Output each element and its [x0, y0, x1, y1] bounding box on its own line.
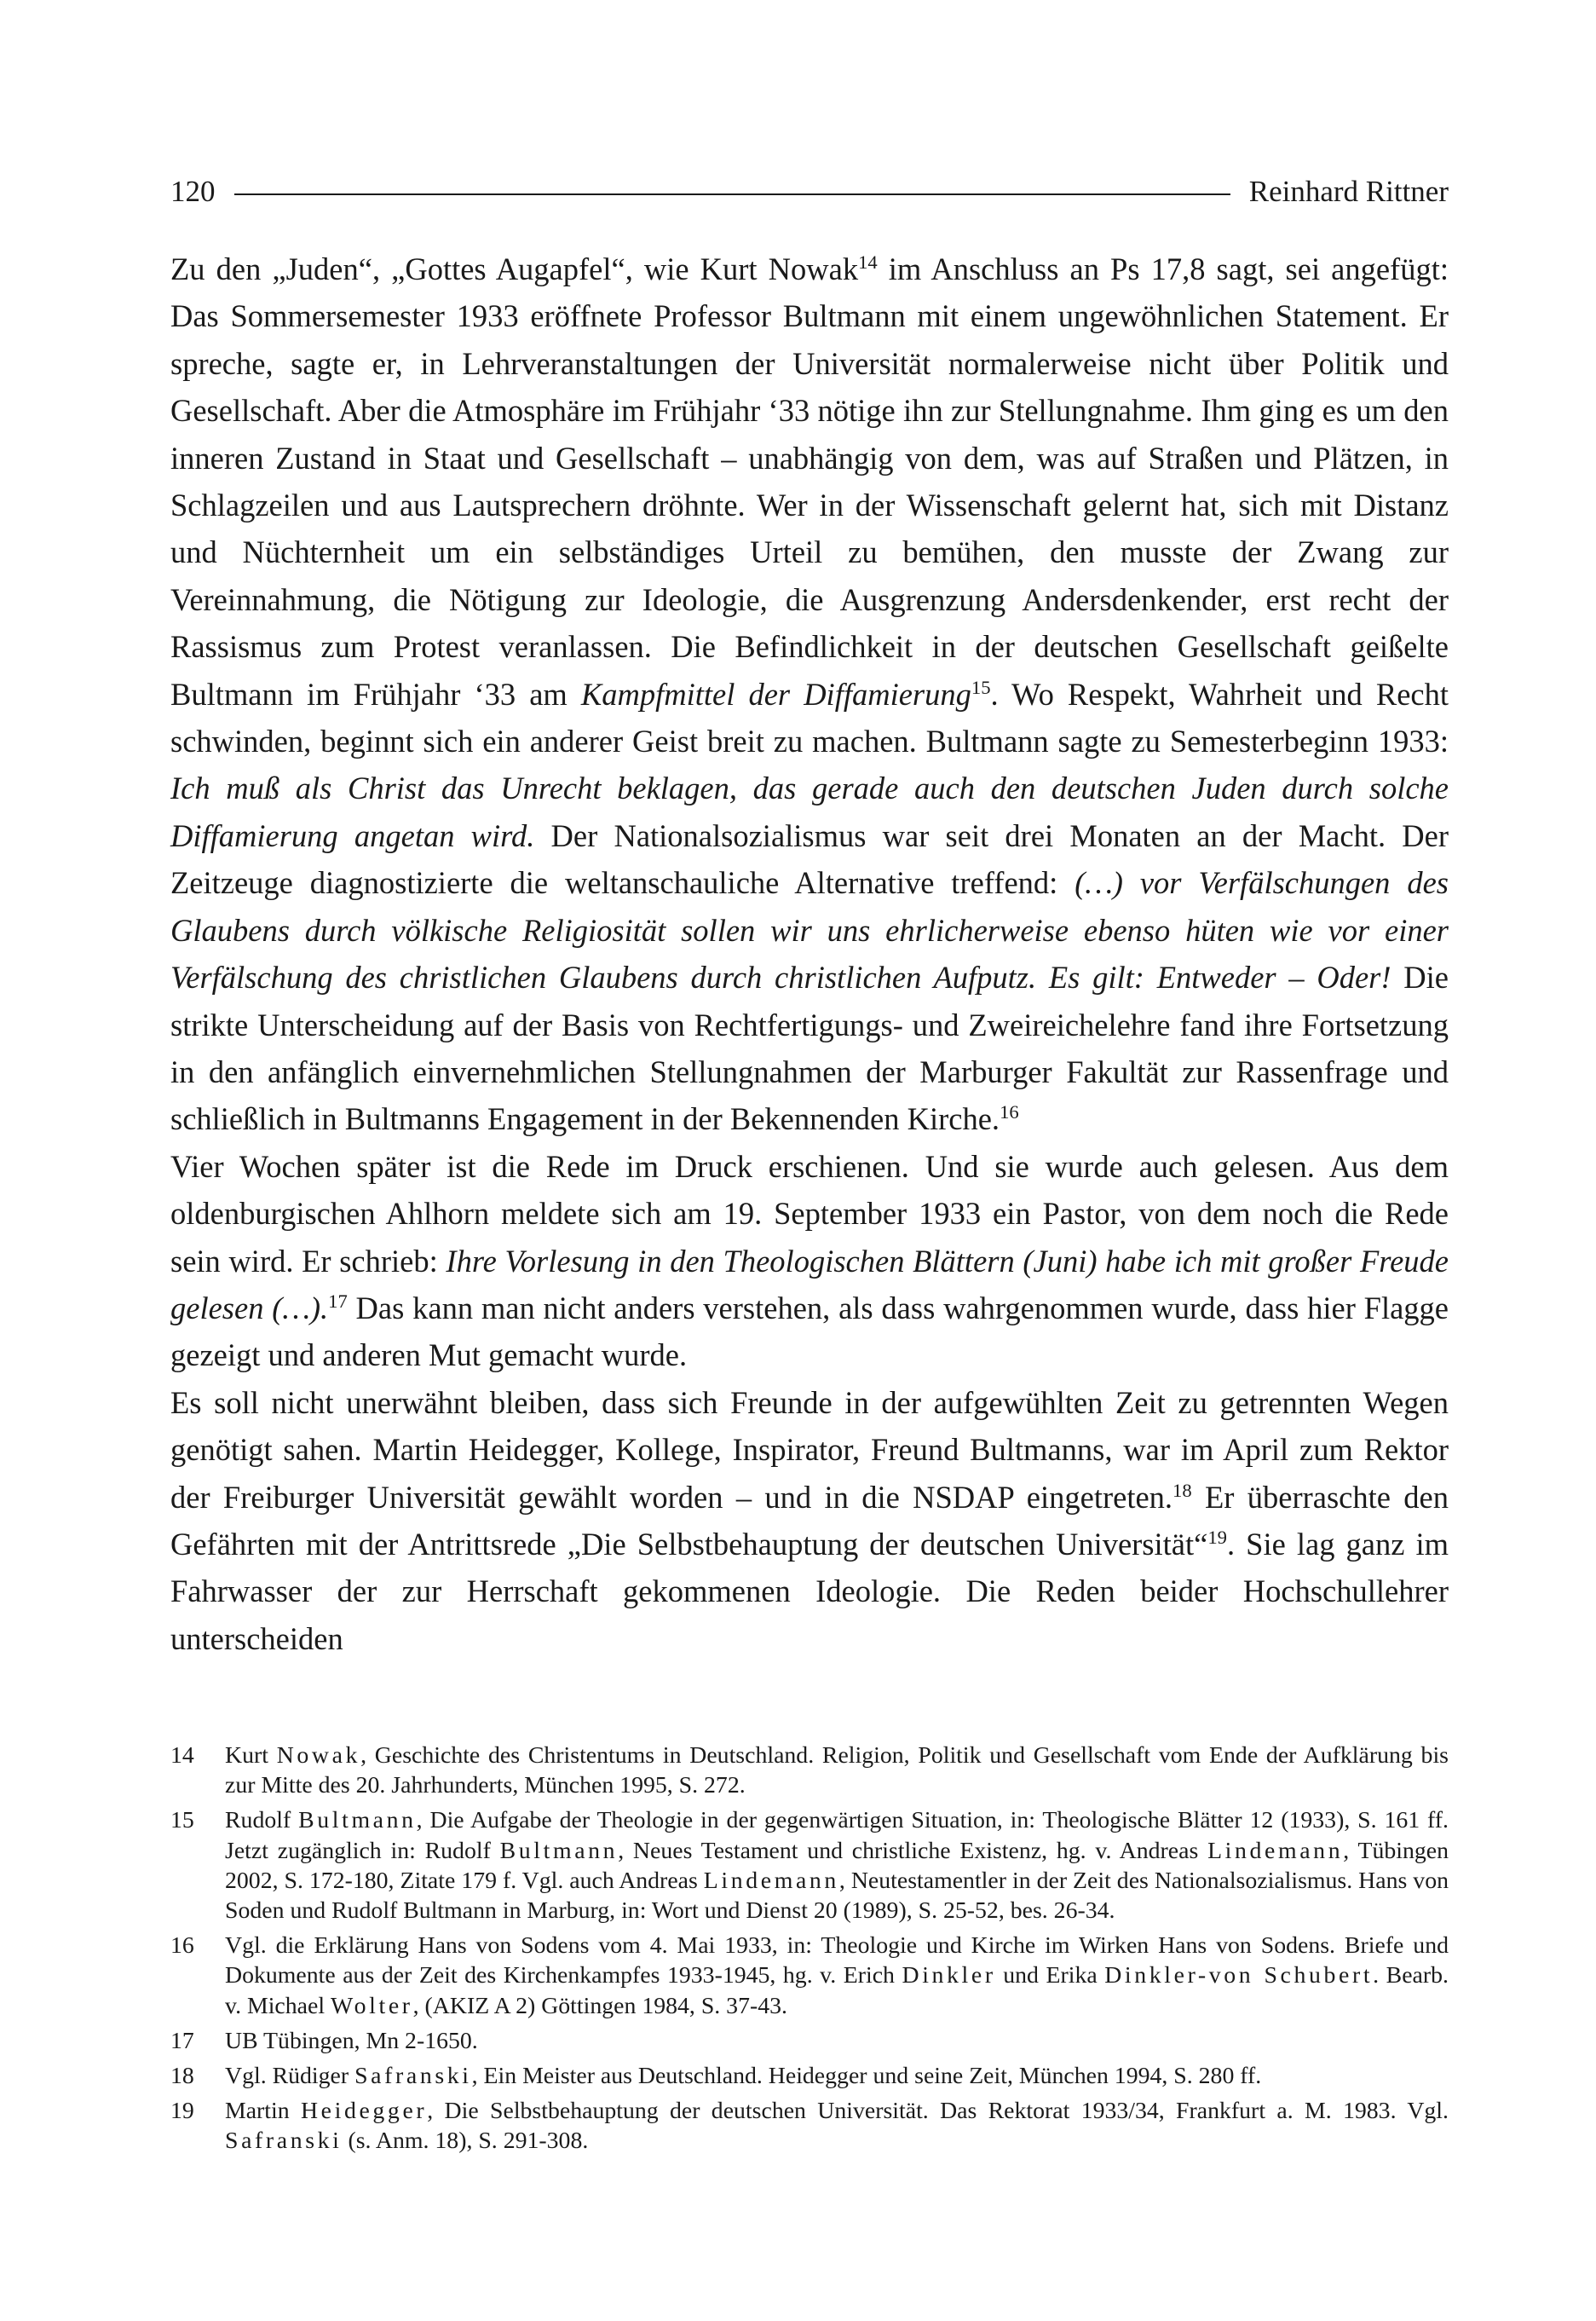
footnote-text: [225, 2096, 1449, 2156]
footnote-ref: 18: [1173, 1479, 1192, 1501]
footnote-ref: 16: [1000, 1101, 1019, 1123]
text-run: und Erika: [995, 1962, 1105, 1989]
text-run: . Sie lag ganz im Fahrwasser der zur Herrschaft gekommenen Ideologie. Die Reden beider Hochschullehrer unterscheiden: [170, 1526, 1449, 1656]
text-run: Vgl. Rüdiger: [225, 2063, 355, 2090]
footnote: [170, 2061, 1449, 2091]
header-rule: [234, 193, 1230, 195]
running-head: Reinhard Rittner: [1248, 175, 1449, 208]
text-run: . Bearb. v. Michael: [225, 1962, 1449, 2019]
text-run: Er überraschte den Gefährten mit der Antrittsrede „Die Selbstbehauptung der deutschen Universität“: [170, 1479, 1449, 1562]
author-name: Dinkler-von Schubert: [1104, 1962, 1374, 1989]
footnote-number: 16: [170, 1932, 194, 1960]
text-run: , Neues Testament und christliche Existenz, hg. v. Andreas: [618, 1837, 1208, 1864]
text-run: Vier Wochen später ist die Rede im Druck erschienen. Und sie wurde auch gelesen. Aus dem oldenburgischen Ahlhorn meldete sich am 19. September 1933 ein Pastor, von dem noch die Rede sein wird. Er schrieb:: [170, 1148, 1449, 1279]
text-run: , Neutestamentler in der Zeit des Nationalsozialismus. Hans von Soden und Rudolf Bultmann in Marburg, in: Wort und Dienst 20 (1989), S. 25-52, bes. 26-34.: [225, 1867, 1449, 1925]
footnote: [170, 1805, 1449, 1926]
footnote-number: 14: [170, 1742, 194, 1769]
paragraph: [170, 245, 1449, 1143]
footnote-text: [225, 2026, 1449, 2056]
text-run: Das kann man nicht anders verstehen, als dass wahrgenommen wurde, dass hier Flagge gezeigt und anderen Mut gemacht wurde.: [170, 1290, 1449, 1373]
author-name: Safranski: [225, 2128, 343, 2155]
text-run: Martin: [225, 2098, 301, 2125]
text-run: UB Tübingen, Mn 2-1650.: [225, 2027, 478, 2054]
author-name: Safranski: [354, 2063, 472, 2090]
text-run: im Anschluss an Ps 17,8 sagt, sei angefügt: Das Sommersemester 1933 eröffnete Professor Bultmann mit einem ungewöhnlichen Statement. Er spreche, sagte er, in Lehrveranstaltungen der Universität normalerweise nicht über Politik und Gesellschaft. Aber die Atmosphäre im Frühjahr ‘33 nötige ihn zur Stellungnahme. Ihm ging es um den inneren Zustand in Staat und Gesellschaft – unabhängig von dem, was auf Straßen und Plätzen, in Schlagzeilen und aus Lautsprechern dröhnte. Wer in der Wissenschaft gelernt hat, sich mit Distanz und Nüchternheit um ein selbständiges Urteil zu bemühen, den musste der Zwang zur Vereinnahmung, die Nötigung zur Ideologie, die Ausgrenzung Andersdenkender, erst recht der Rassismus zum Protest veranlassen. Die Befindlichkeit in der deutschen Gesellschaft geißelte Bultmann im Frühjahr ‘33 am: [170, 251, 1449, 712]
text-run: Kurt: [225, 1742, 277, 1769]
footnote: [170, 1931, 1449, 2021]
footnote: [170, 1741, 1449, 1800]
footnote-ref: 19: [1207, 1526, 1227, 1548]
text-run: , Die Selbstbehauptung der deutschen Universität. Das Rektorat 1933/34, Frankfurt a. M. 1983. Vgl.: [427, 2098, 1449, 2125]
author-name: Nowak: [276, 1742, 361, 1769]
italic-quote: Kampfmittel der Diffamierung: [580, 676, 971, 712]
footnote: [170, 2026, 1449, 2056]
text-run: Es soll nicht unerwähnt bleiben, dass sich Freunde in der aufgewühlten Zeit zu getrennten Wegen genötigt sahen. Martin Heidegger, Kollege, Inspirator, Freund Bultmanns, war im April zum Rektor der Freiburger Universität gewählt worden – und in die NSDAP eingetreten.: [170, 1384, 1449, 1515]
author-name: Heidegger: [300, 2098, 428, 2125]
footnote-text: [225, 2061, 1449, 2091]
text-run: (s. Anm. 18), S. 291-308.: [342, 2128, 589, 2155]
footnotes: [170, 1741, 1449, 2162]
text-run: , Die Aufgabe der Theologie in der gegenwärtigen Situation, in: Theologische Blätter 12 (1933), S. 161 ff. Jetzt zugänglich in: Rudolf: [225, 1807, 1449, 1864]
author-name: Bultmann: [499, 1837, 619, 1864]
text-run: , Tübingen 2002, S. 172-180, Zitate 179 f. Vgl. auch Andreas: [225, 1837, 1449, 1894]
author-name: Bultmann: [298, 1807, 417, 1834]
author-name: Dinkler: [902, 1962, 996, 1989]
text-run: , (AKIZ A 2) Göttingen 1984, S. 37-43.: [412, 1992, 787, 2019]
author-name: Lindemann: [703, 1867, 839, 1894]
text-run: , Ein Meister aus Deutschland. Heidegger und seine Zeit, München 1994, S. 280 ff.: [471, 2063, 1262, 2090]
italic-quote: Ihre Vorlesung in den Theologischen Blättern (Juni) habe ich mit großer Freude gelesen (…).: [170, 1243, 1449, 1325]
footnote: [170, 2096, 1449, 2156]
text-run: Vgl. die Erklärung Hans von Sodens vom 4. Mai 1933, in: Theologie und Kirche im Wirken Hans von Sodens. Briefe und Dokumente aus der Zeit des Kirchenkampfes 1933-1945, hg. v. Erich: [225, 1932, 1449, 1989]
author-name: Lindemann: [1207, 1837, 1344, 1864]
footnote-number: 18: [170, 2063, 194, 2090]
text-run: Die strikte Unterscheidung auf der Basis von Rechtfertigungs- und Zweireichelehre fand ihre Fortsetzung in den anfänglich einvernehmlichen Stellungnahmen der Marburger Fakultät zur Rassenfrage und schließlich in Bultmanns Engagement in der Bekennenden Kirche.: [170, 960, 1449, 1137]
page-header: [170, 175, 1449, 209]
italic-quote: (…) vor Verfälschungen des Glaubens durch völkische Religiosität sollen wir uns ehrlicherweise ebenso hüten wie vor einer Verfälschung des christlichen Glaubens durch christlichen Aufputz. Es gilt: Entweder – Oder!: [170, 865, 1449, 996]
footnote-number: 15: [170, 1807, 194, 1834]
paragraph: [170, 1143, 1449, 1379]
footnote-ref: 14: [858, 251, 878, 273]
main-text: [170, 245, 1449, 1662]
footnote-number: 19: [170, 2098, 194, 2125]
footnote-text: [225, 1805, 1449, 1926]
footnote-ref: 17: [328, 1290, 348, 1312]
italic-quote: Ich muß als Christ das Unrecht beklagen, das gerade auch den deutschen Juden durch solche Diffamierung angetan wird.: [170, 771, 1449, 853]
author-name: Wolter: [331, 1992, 413, 2019]
text-run: Der Nationalsozialismus war seit drei Monaten an der Macht. Der Zeitzeuge diagnostizierte die weltanschauliche Alternative treffend:: [170, 817, 1449, 901]
footnote-text: [225, 1741, 1449, 1800]
footnote-ref: 15: [971, 676, 991, 698]
text-run: Rudolf: [225, 1807, 299, 1834]
page-number: 120: [170, 175, 216, 208]
text-run: . Wo Respekt, Wahrheit und Recht schwinden, beginnt sich ein anderer Geist breit zu machen. Bultmann sagte zu Semesterbeginn 1933:: [170, 676, 1449, 759]
text-run: , Geschichte des Christentums in Deutschland. Religion, Politik und Gesellschaft vom Ende der Aufklärung bis zur Mitte des 20. Jahrhunderts, München 1995, S. 272.: [225, 1742, 1449, 1799]
text-run: Zu den „Juden“, „Gottes Augapfel“, wie Kurt Nowak: [170, 251, 859, 286]
footnote-number: 17: [170, 2027, 194, 2054]
footnote-text: [225, 1931, 1449, 2021]
paragraph: [170, 1379, 1449, 1662]
